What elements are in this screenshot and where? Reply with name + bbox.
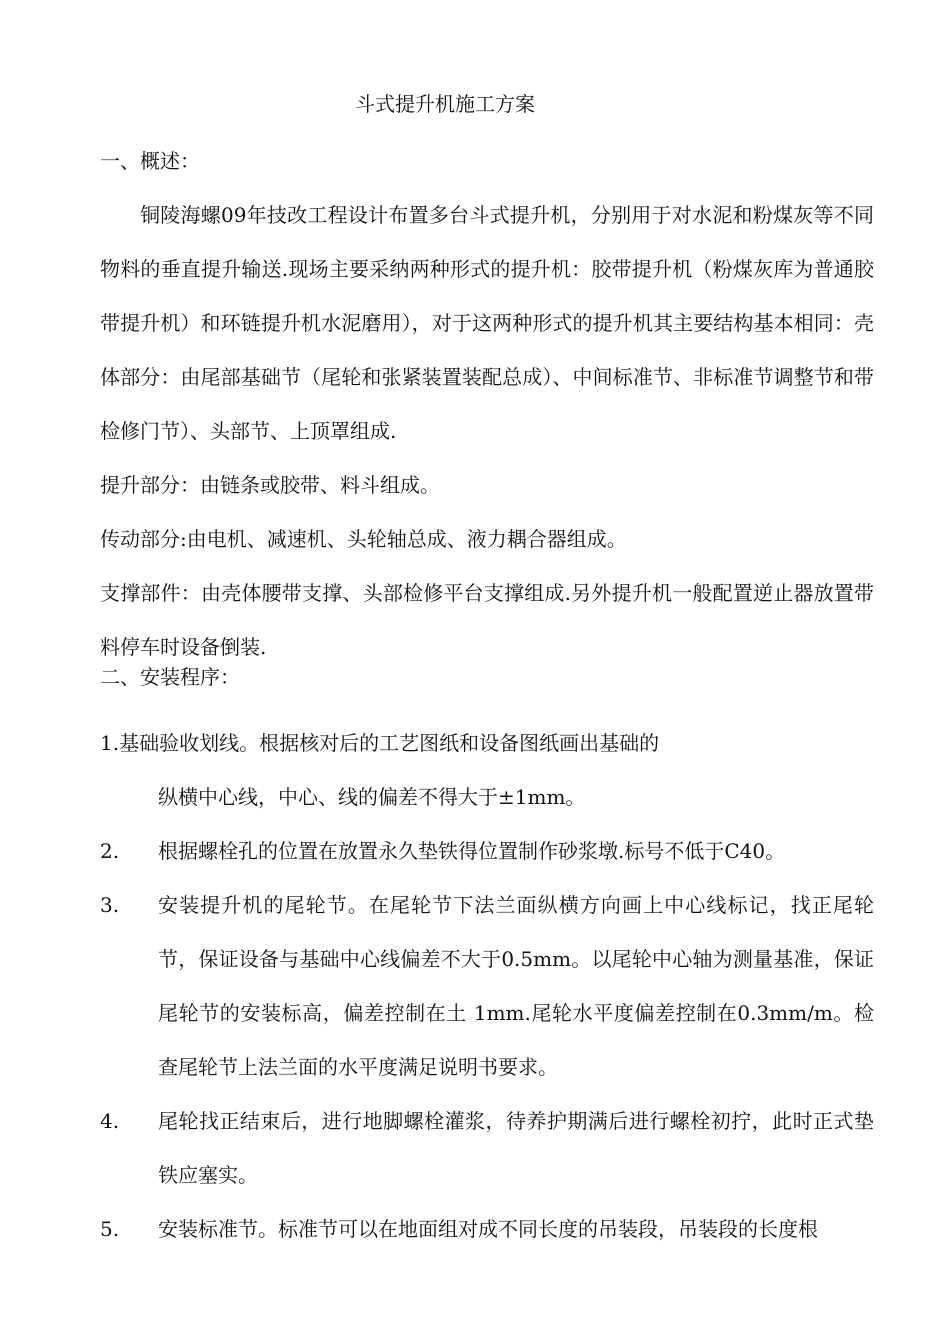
list-item-number: 2. [100, 839, 120, 863]
document-title: 斗式提升机施工方案 [355, 92, 535, 116]
lifting-part-paragraph: 提升部分：由链条或胶带、料斗组成。 [100, 473, 440, 497]
support-part-paragraph: 支撑部件：由壳体腰带支撑、头部检修平台支撑组成.另外提升机一般配置逆止器放置带料停车时设备倒装. [100, 581, 874, 659]
overview-paragraph: 铜陵海螺09年技改工程设计布置多台斗式提升机，分别用于对水泥和粉煤灰等不同物料的垂直提升输送.现场主要采纳两种形式的提升机：胶带提升机（粉煤灰库为普通胶带提升机）和环链提升机水泥磨用），对于这两种形式的提升机其主要结构基本相同：壳体部分：由尾部基础节（尾轮和张紧装置装配总成）、中间标准节、非标准节调整节和带检修门节）、头部节、上顶罩组成. [100, 203, 874, 443]
section-heading-overview: 一、概述： [100, 149, 200, 173]
list-item-text: 安装提升机的尾轮节。在尾轮节下法兰面纵横方向画上中心线标记，找正尾轮节，保证设备与基础中心线偏差不大于0.5mm。以尾轮中心轴为测量基准，保证尾轮节的安装标高，偏差控制在土 1mm.尾轮水平度偏差控制在0.3mm/m。检查尾轮节上法兰面的水平度满足说明书要求。 [158, 893, 874, 1079]
installation-steps [100, 716, 874, 1256]
list-item-text: 尾轮找正结束后，进行地脚螺栓灌浆，待养护期满后进行螺栓初拧，此时正式垫铁应塞实。 [158, 1109, 874, 1187]
list-item-number: 5. [100, 1217, 120, 1241]
list-item-text: 安装标准节。标准节可以在地面组对成不同长度的吊装段，吊装段的长度根 [158, 1217, 818, 1241]
list-item [100, 1094, 874, 1202]
list-item-text: 根据螺栓孔的位置在放置永久垫铁得位置制作砂浆墩.标号不低于C40。 [158, 839, 786, 863]
section-overview [100, 134, 874, 674]
transmission-part-paragraph: 传动部分:由电机、减速机、头轮轴总成、液力耦合器组成。 [100, 527, 627, 551]
list-item [100, 878, 874, 1094]
list-item-number: 3. [100, 893, 120, 917]
section-heading-installation: 二、安装程序： [100, 665, 240, 689]
step-1-line-1: 1.基础验收划线。根据核对后的工艺图纸和设备图纸画出基础的 [100, 731, 660, 755]
list-item [100, 824, 874, 878]
section-installation [100, 650, 874, 704]
step-1-line-2: 纵横中心线，中心、线的偏差不得大于±1mm。 [158, 785, 586, 809]
list-item [100, 1202, 874, 1256]
list-item-number: 4. [100, 1109, 120, 1133]
